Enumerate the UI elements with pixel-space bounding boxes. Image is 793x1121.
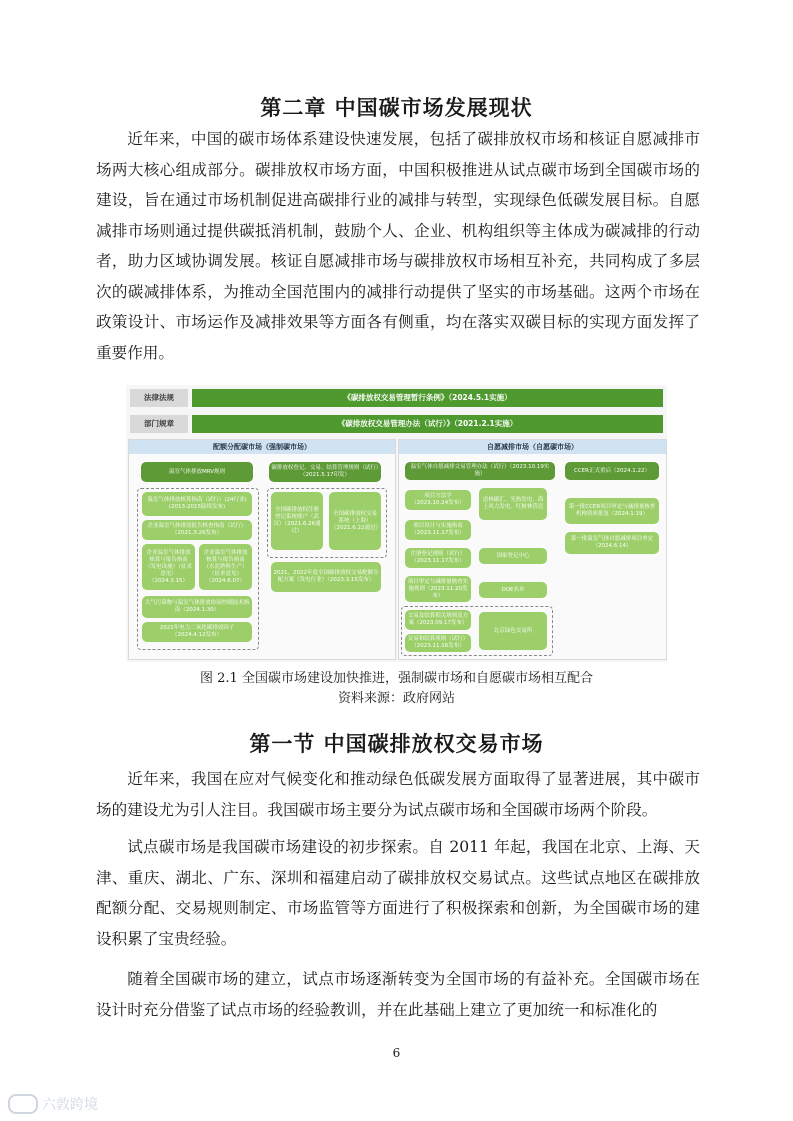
right-panel: [398, 439, 667, 660]
guide2-box: 企业温室气体排放报告核查指南（试行）（2021.3.26发布）: [142, 520, 252, 540]
first-ccer-box: 第一批CCER项目审定与减排量核查机构资质批复（2024.1.19）: [565, 498, 659, 524]
design-box: 项目设计与实施指南（2023.11.17发布）: [405, 520, 471, 540]
paragraph-1: 近年来，我国在应对气候变化和推动绿色低碳发展方面取得了显著进展，其中碳市场的建设尤为引人注目。我国碳市场主要分为试点碳市场和全国碳市场两个阶段。: [96, 770, 700, 819]
watermark: [8, 1094, 98, 1114]
figure-source: 资料来源：政府网站: [337, 691, 455, 706]
chapter-title: 第二章 中国碳市场发展现状: [260, 96, 533, 120]
law-bar: [130, 389, 663, 407]
settlement-box: 交易和结算规则（试行）（2023.11.16发布）: [405, 634, 471, 652]
paragraph-3: 随着全国碳市场的建立，试点市场逐渐转变为全国市场的有益补充。全国碳市场在设计时充分借鉴了试点市场的经验教训，并在此基础上建立了更加统一和标准化的: [96, 970, 700, 1019]
method-box: 项目方法学（2023.10.24发布）: [405, 490, 471, 510]
regulation-text: 《碳排放权交易管理办法（试行）》（2021.2.1实施）: [192, 415, 663, 433]
guide4-box: 企业温室气体排放核算与报告指南（水泥熟料生产）（征求意见）（2024.6.07）: [199, 544, 252, 590]
left-panel-title: 配额分配碳市场（强制碳市场）: [129, 440, 395, 454]
mrv-box: 温室气体排放MRV规则: [141, 462, 253, 482]
guide1-box: 温室气体排放核算指南（试行）(24行业)(2013-2015陆续发布): [142, 492, 252, 516]
first-gas-box: 第一批温室气体自愿减排项目申定（2024.6.14）: [565, 532, 659, 554]
allocation-box: 2021、2022年度全国碳排放权交易配额分配方案（发电行业）（2023.3.15发布）: [271, 562, 381, 592]
intro-paragraph: 近年来，中国的碳市场体系建设快速发展，包括了碳排放权市场和核证自愿减排市场两大核心组成部分。碳排放权市场方面，中国积极推进从试点碳市场到全国碳市场的建设，旨在通过市场机制促进高碳排行业的减排与转型，实现绿色低碳发展目标。自愿减排市场则通过提供碳抵消机制，鼓励个人、企业、机构组织等主体成为碳减排的行动者，助力区域协调发展。核证自愿减排市场与碳排放权市场相互补充，共同构成了多层次的碳减排体系，为推动全国范围内的减排行动提供了坚实的市场基础。这两个市场在政策设计、市场运作及减排效果等方面各有侧重，均在落实双碳目标的实现方面发挥了重要作用。: [96, 130, 700, 362]
watermark-text: 六敦跨境: [42, 1097, 98, 1113]
law-text: 《碳排放权交易管理暂行条例》（2024.5.1实施）: [192, 389, 663, 407]
doe-box: DOE名单: [479, 582, 547, 598]
vol-rule-box: 温室气体自愿减排交易管理办法（试行）（2023.10.19实施）: [405, 462, 555, 480]
audit-guide-box: 项目审定与减排量核查实施规则（2023.11.20发布）: [405, 576, 471, 602]
method-fields-box: 造林碳汇、光热发电、海上风力发电、红树林营造: [479, 488, 547, 520]
figure-caption: 图 2.1 全国碳市场建设加快推进，强制碳市场和自愿碳市场相互配合: [200, 671, 593, 686]
reg-center-box: 国家登记中心: [479, 548, 547, 564]
regulation-label: 部门规章: [130, 415, 188, 433]
left-panel: [128, 439, 396, 660]
registry-box: 注册登记规则（试行）（2023.11.17发布）: [405, 548, 471, 568]
figure-carbon-market: [126, 385, 667, 662]
trade-sys-box: 全国碳排放权交易系统（上海）（2021.6.22通过）: [329, 492, 381, 550]
reg-sys-box: 全国碳排放权注册登记系统账户（武汉）（2021.6.26通过）: [271, 492, 323, 550]
watermark-logo-icon: [8, 1094, 38, 1114]
page-number: 6: [392, 1046, 401, 1060]
air-pollution-box: 大气污染物与温室气体排放协同控制技术指南（2024.1.30）: [142, 596, 252, 618]
right-panel-title: 自愿减排市场（自愿碳市场）: [399, 440, 666, 454]
reg-mgmt-box: 碳排放权登记、交易、结算管理规则（试行）（2021.5.17印发）: [269, 462, 381, 482]
law-label: 法律法规: [130, 389, 188, 407]
section-title: 第一节 中国碳排放权交易市场: [249, 732, 544, 756]
beijing-box: 北京绿色交易所: [479, 612, 547, 650]
ccer-start-box: CCER正式重启（2024.1.22）: [565, 462, 659, 480]
regulation-bar: [130, 415, 663, 433]
power-factor-box: 2021年电力二氧化碳排放因子（2024.4.12发布）: [142, 622, 252, 642]
guide3-box: 企业温室气体排放核算与报告指南（发电设施）（征求意见）（2024.3.15）: [142, 544, 195, 590]
trading-rules-box: 交易及结算相关规则及方案（2023.09.17发布）: [405, 610, 471, 630]
paragraph-2: 试点碳市场是我国碳市场建设的初步探索。自 2011 年起，我国在北京、上海、天津、重庆、湖北、广东、深圳和福建启动了碳排放权交易试点。这些试点地区在碳排放配额分配、交易规则制定、市场监管等方面进行了积极探索和创新，为全国碳市场的建设积累了宝贵经验。: [96, 838, 700, 948]
